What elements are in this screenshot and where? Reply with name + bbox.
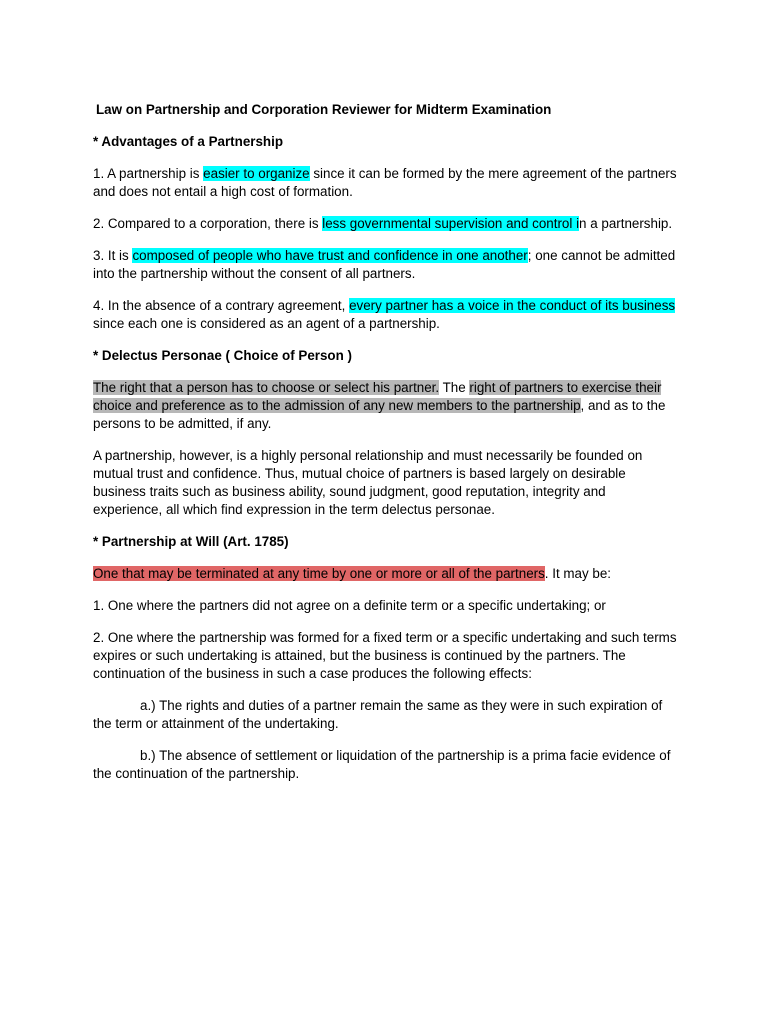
advantage-item-1	[93, 165, 678, 201]
at-will-item-1: 1. One where the partners did not agree on a definite term or a specific undertaking; or	[93, 598, 606, 613]
text-run: 2. Compared to a corporation, there is	[93, 216, 323, 231]
gray-highlight: right of partners to exercise their choice and preference as to the admission of any new members to the partnership	[93, 380, 662, 413]
document-title: Law on Partnership and Corporation Reviewer for Midterm Examination	[96, 102, 552, 117]
at-will-definition	[93, 565, 678, 583]
delectus-explanation: A partnership, however, is a highly personal relationship and must necessarily be founded on mutual trust and confidence. Thus, mutual choice of partners is based largely on desirable business traits such as business ability, sound judgment, good reputation, integrity and experience, all which find expression in the term delectus personae.	[93, 448, 643, 517]
advantage-item-4	[93, 297, 678, 333]
cyan-highlight: easier to organize	[203, 166, 310, 181]
cyan-highlight: every partner has a voice in the conduct of its business	[349, 298, 676, 313]
heading-advantages: * Advantages of a Partnership	[93, 134, 283, 149]
advantage-item-2	[93, 215, 678, 233]
delectus-definition	[93, 379, 678, 433]
text-run: The	[439, 380, 470, 395]
heading-delectus-personae: * Delectus Personae ( Choice of Person )	[93, 348, 352, 363]
at-will-item-2: 2. One where the partnership was formed for a fixed term or a specific undertaking and such terms expires or such undertaking is attained, but the business is continued by the partners. The continuation of the business in such a case produces the following effects:	[93, 630, 677, 681]
text-run: 3. It is	[93, 248, 133, 263]
text-run: , and as to the persons to be admitted, if any.	[93, 398, 666, 431]
text-run: ; one cannot be admitted into the partnership without the consent of all partners.	[93, 248, 676, 281]
cyan-highlight: composed of people who have trust and confidence in one another	[132, 248, 528, 263]
text-run: since each one is considered as an agent of a partnership.	[93, 316, 440, 331]
at-will-effect-b: b.) The absence of settlement or liquidation of the partnership is a prima facie evidence of the continuation of the partnership.	[93, 748, 671, 781]
at-will-effect-a: a.) The rights and duties of a partner remain the same as they were in such expiration of the term or attainment of the undertaking.	[93, 698, 663, 731]
heading-partnership-at-will: * Partnership at Will (Art. 1785)	[93, 534, 289, 549]
text-run: 1. A partnership is	[93, 166, 204, 181]
gray-highlight: The right that a person has to choose or select his partner.	[93, 380, 440, 395]
text-run: 4. In the absence of a contrary agreement,	[93, 298, 350, 313]
text-run: n a partnership.	[579, 216, 673, 231]
advantage-item-3	[93, 247, 678, 283]
text-run: since it can be formed by the mere agreement of the partners and does not entail a high cost of formation.	[93, 166, 677, 199]
red-highlight: One that may be terminated at any time by one or more or all of the partners	[93, 566, 545, 581]
text-run: . It may be:	[544, 566, 612, 581]
cyan-highlight: less governmental supervision and control i	[322, 216, 580, 231]
